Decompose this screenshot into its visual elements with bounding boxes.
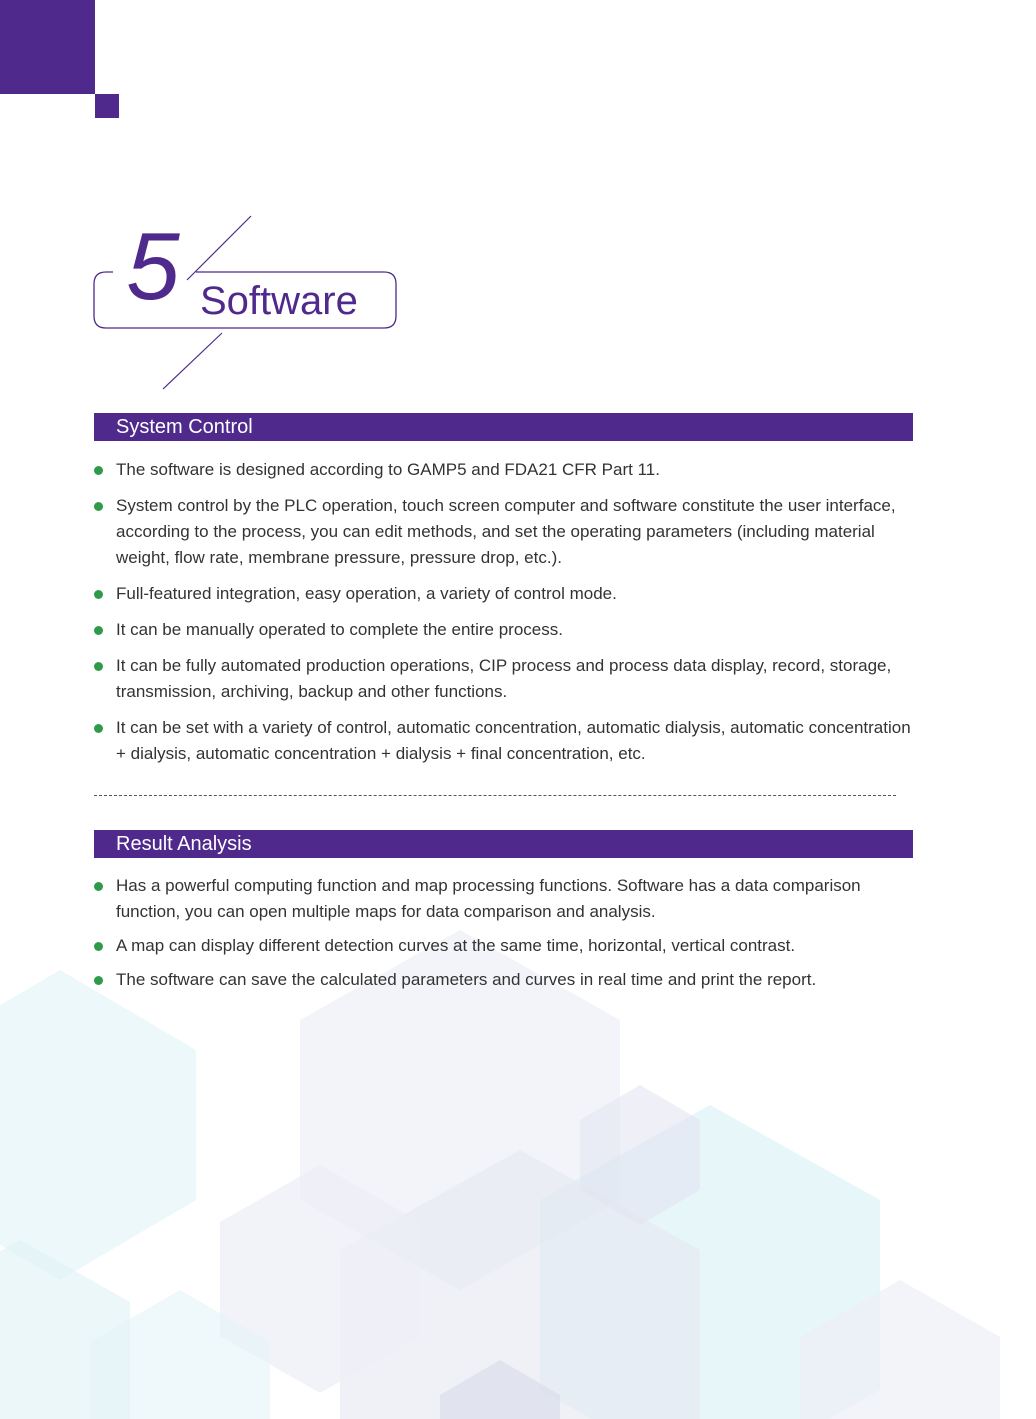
section-heading-result-analysis <box>94 830 913 858</box>
bullet-dot-icon <box>94 882 103 891</box>
bullet-dot-icon <box>94 626 103 635</box>
chapter-frame-graphic <box>0 0 1036 420</box>
list-item <box>92 933 922 959</box>
list-item <box>92 581 922 607</box>
dashed-divider <box>94 795 896 796</box>
section-heading-label: System Control <box>116 416 253 438</box>
list-item-text: It can be manually operated to complete the entire process. <box>116 620 563 639</box>
bullet-dot-icon <box>94 662 103 671</box>
list-item <box>92 457 922 483</box>
result-analysis-list <box>92 873 922 1001</box>
list-item <box>92 653 922 705</box>
bullet-dot-icon <box>94 724 103 733</box>
list-item-text: It can be fully automated production operations, CIP process and process data display, record, storage, transmission, archiving, backup and other functions. <box>116 656 892 701</box>
section-heading-label: Result Analysis <box>116 833 252 855</box>
chapter-title: Software <box>200 279 358 323</box>
list-item-text: The software is designed according to GAMP5 and FDA21 CFR Part 11. <box>116 460 660 479</box>
list-item <box>92 715 922 767</box>
list-item-text: Full-featured integration, easy operation, a variety of control mode. <box>116 584 617 603</box>
chapter-number: 5 <box>126 213 180 320</box>
bullet-dot-icon <box>94 942 103 951</box>
section-heading-system-control <box>94 413 913 441</box>
list-item <box>92 967 922 993</box>
list-item <box>92 493 922 571</box>
bullet-dot-icon <box>94 502 103 511</box>
list-item <box>92 873 922 925</box>
list-item-text: It can be set with a variety of control, automatic concentration, automatic dialysis, automatic concentration + dialysis, automatic concentration + dialysis + final concentration, etc. <box>116 718 911 763</box>
list-item-text: Has a powerful computing function and map processing functions. Software has a data comparison function, you can open multiple maps for data comparison and analysis. <box>116 876 861 921</box>
bullet-dot-icon <box>94 590 103 599</box>
bullet-dot-icon <box>94 976 103 985</box>
list-item-text: A map can display different detection curves at the same time, horizontal, vertical contrast. <box>116 936 796 955</box>
bullet-dot-icon <box>94 466 103 475</box>
list-item-text: System control by the PLC operation, touch screen computer and software constitute the user interface, according to the process, you can edit methods, and set the operating parameters (including material weight, flow rate, membrane pressure, pressure drop, etc.). <box>116 496 896 567</box>
list-item <box>92 617 922 643</box>
list-item-text: The software can save the calculated parameters and curves in real time and print the report. <box>116 970 817 989</box>
system-control-list <box>92 457 922 777</box>
